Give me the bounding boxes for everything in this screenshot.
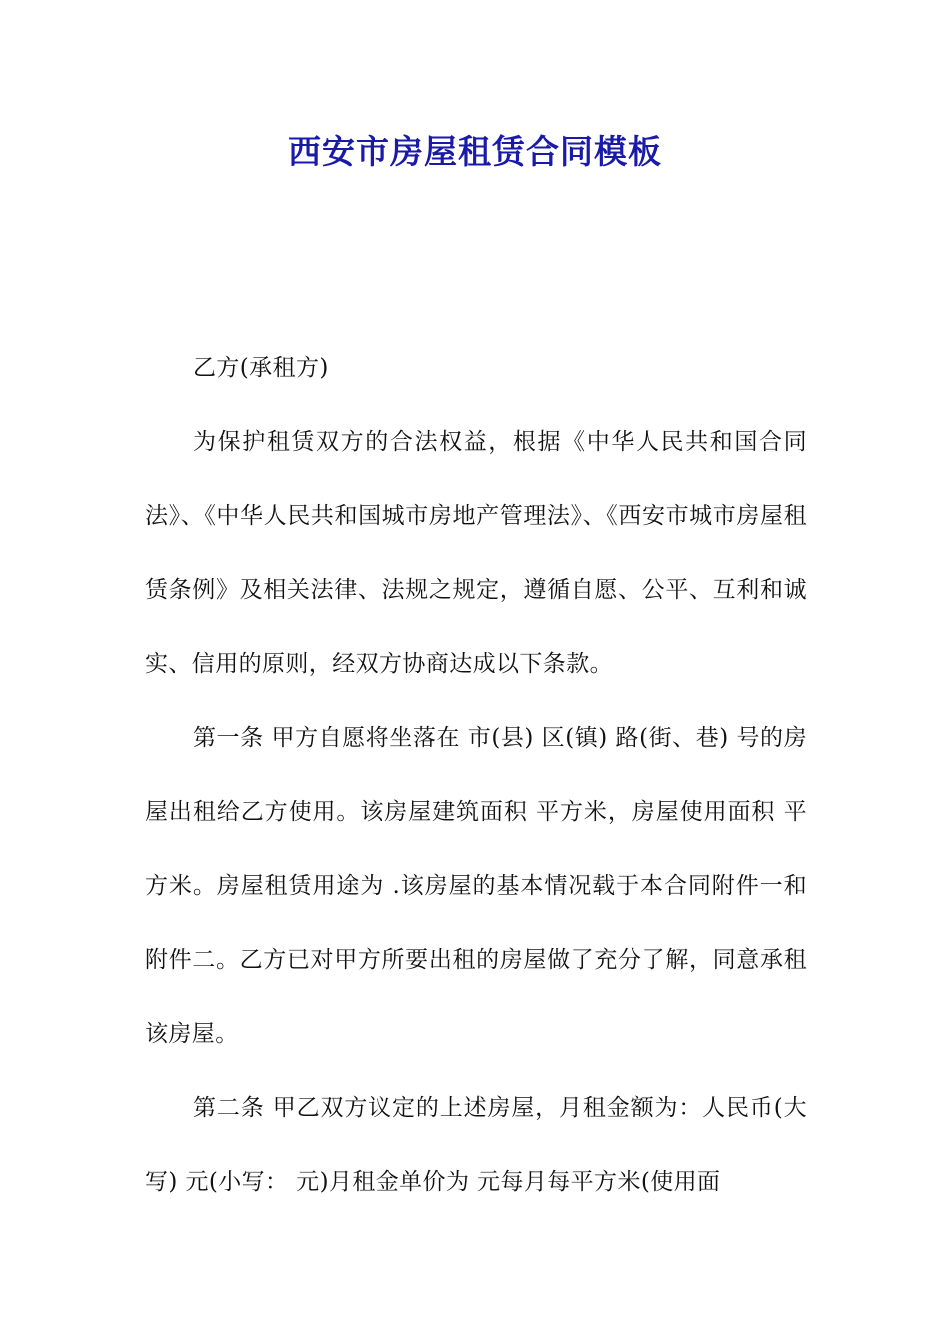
paragraph-party-b: 乙方(承租方) <box>193 355 329 381</box>
paragraph-article-2: 第二条 甲乙双方议定的上述房屋，月租金额为：人民币(大写) 元(小写： 元)月租金单价为 元每月每平方米(使用面 <box>145 1095 807 1195</box>
paragraph-article-1: 第一条 甲方自愿将坐落在 市(县) 区(镇) 路(街、巷) 号的房屋出租给乙方使用。该房屋建筑面积 平方米，房屋使用面积 平方米。房屋租赁用途为 .该房屋的基本情况载于本合同附件一和附件二。乙方已对甲方所要出租的房屋做了充分了解，同意承租该房屋。 <box>145 725 807 1047</box>
document-body <box>145 331 807 1219</box>
paragraph-preamble: 为保护租赁双方的合法权益，根据《中华人民共和国合同法》、《中华人民共和国城市房地产管理法》、《西安市城市房屋租赁条例》及相关法律、法规之规定，遵循自愿、公平、互利和诚实、信用的原则，经双方协商达成以下条款。 <box>145 429 807 677</box>
document-title: 西安市房屋租赁合同模板 <box>288 132 662 171</box>
